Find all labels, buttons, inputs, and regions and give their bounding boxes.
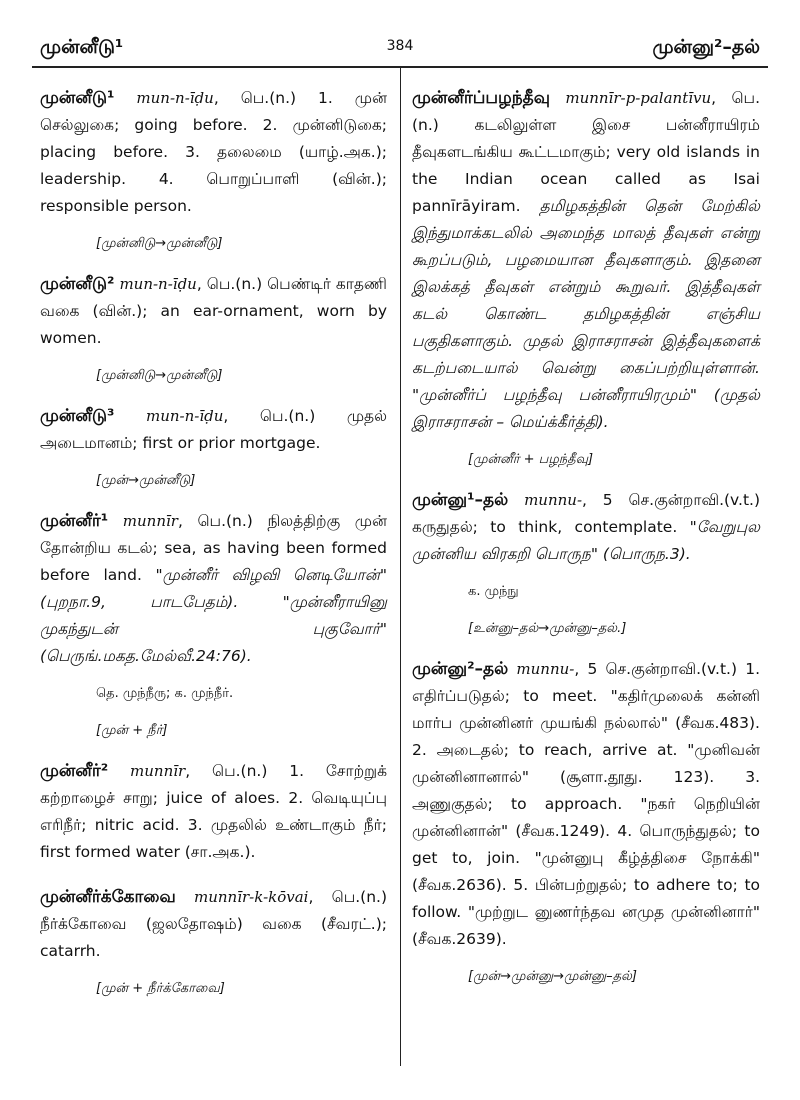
header-left-guideword: முன்னீடு¹ [40, 36, 124, 58]
etymology: [முன் + நீர்க்கோவை] [96, 981, 225, 996]
etymology: [முன் + நீர்] [96, 723, 168, 738]
grammar-tag: பெ.(n.) [331, 888, 387, 906]
definition: 1. முன் செல்லுகை; going before. 2. முன்னிடுகை; placing before. 3. தலைமை (யாழ்.அக.); leadership. 4. பொறுப்பாளி (வின்.); responsible person. [40, 89, 387, 215]
headword: முன்னீர்² [40, 761, 109, 781]
grammar-tag: பெ.(n.) [206, 275, 263, 293]
transliteration: munnīr [122, 512, 178, 530]
grammar-tag: பெ.(n.) [212, 762, 268, 780]
entry: முன்னு¹–தல் munnu-, 5 செ.குன்றாவி.(v.t.) கருதுதல்; to think, contemplate. "வேறுபுல முன்னிய விரகறி பொருந" (பொருந.3). [412, 490, 760, 563]
headword: முன்னீர்ப்பழந்தீவு [412, 88, 550, 108]
transliteration: mun-n-īḍu [119, 275, 197, 293]
transliteration: munnīr-p-palantīvu [565, 89, 712, 107]
grammar-tag: பெ.(n.) [197, 512, 253, 530]
entry: முன்னு²–தல் munnu-, 5 செ.குன்றாவி.(v.t.) 1. எதிர்ப்படுதல்; to meet. "கதிர்முலைக் கன்னி மார்ப முன்னினர் முயங்கி நல்லால்" (சீவக.483). 2. அடைதல்; to reach, arrive at. "முனிவன் முன்னினானால்" (சூளா.தூது. 123). 3. அணுகுதல்; to approach. "நகர் நெறியின் முன்னினான்" (சீவக.1249). 4. பொருந்துதல்; to get to, join. "முன்னுபு கீழ்த்திசை நோக்கி" (சீவக.2636). 5. பின்பற்றுதல்; to adhere to; to follow. "முற்றுட னுணர்ந்தவ னமுத முன்னினார்" (சீவக.2639). [412, 659, 760, 948]
citation: "முன்னீர் விழவி னெடியோன்" (புறநா.9, பாடபேதம்). "முன்னீராயினு முகந்துடன் புகுவோர்" (பெருங்.மகத.மேல்வீ.24:76). [40, 566, 387, 665]
headword: முன்னீர்க்கோவை [40, 887, 176, 907]
grammar-tag: பெ.(n.) [412, 89, 760, 134]
grammar-tag: 5 செ.குன்றாவி.(v.t.) [587, 660, 738, 678]
entry: முன்னீடு³ mun-n-īḍu, பெ.(n.) முதல் அடைமானம்; first or prior mortgage. [40, 406, 387, 452]
entry: முன்னீர்ப்பழந்தீவு munnīr-p-palantīvu, பெ.(n.) கடலிலுள்ள இசை பன்னீராயிரம் தீவுகளடங்கிய கூட்டமாகும்; very old islands in the Indian ocean called as Isai pannīrāyiram. தமிழகத்தின் தென் மேற்கில் இந்துமாக்கடலில் அமைந்த மாலத் தீவுகள் என்று கூறப்படும், பழமையான தீவுகளாகும். இதனை இலக்கத் தீவுகள் என்றும் கூறுவர். இத்தீவுகள் கடல் கொண்ட தமிழகத்தின் எஞ்சிய பகுதிகளாகும். முதல் இராசராசன் இத்தீவுகளைக் கடற்படையால் வென்று கைப்பற்றியுள்ளான். "முன்னீர்ப் பழந்தீவு பன்னீராயிரமும்" (முதல் இராசராசன் – மெய்க்கீர்த்தி). [412, 88, 760, 431]
headword: முன்னீடு² [40, 274, 115, 294]
definition: கடலிலுள்ள இசை பன்னீராயிரம் தீவுகளடங்கிய கூட்டமாகும்; very old islands in the Indian ocean called as Isai pannīrāyiram. [412, 116, 760, 215]
encyclopedic-note: தமிழகத்தின் தென் மேற்கில் இந்துமாக்கடலில் அமைந்த மாலத் தீவுகள் என்று கூறப்படும், பழமையான தீவுகளாகும். இதனை இலக்கத் தீவுகள் என்றும் கூறுவர். இத்தீவுகள் கடல் கொண்ட தமிழகத்தின் எஞ்சிய பகுதிகளாகும். முதல் இராசராசன் இத்தீவுகளைக் கடற்படையால் வென்று கைப்பற்றியுள்ளான். "முன்னீர்ப் பழந்தீவு பன்னீராயிரமும்" (முதல் இராசராசன் – மெய்க்கீர்த்தி). [412, 197, 760, 431]
page-header [0, 0, 800, 62]
grammar-tag: 5 செ.குன்றாவி.(v.t.) [602, 491, 760, 509]
column-divider [400, 66, 401, 1066]
page-number: 384 [386, 38, 414, 54]
etymology: [முன்னிடு→முன்னீடு] [96, 236, 223, 251]
headword: முன்னு¹–தல் [412, 490, 509, 510]
headword: முன்னீடு¹ [40, 88, 115, 108]
headword: முன்னு²–தல் [412, 659, 509, 679]
headword: முன்னீடு³ [40, 406, 115, 426]
definition: முதல் அடைமானம்; first or prior mortgage. [40, 407, 387, 452]
etymology: [முன்னிடு→முன்னீடு] [96, 368, 223, 383]
etymology: [முன்→முன்னீடு] [96, 473, 196, 488]
definition: 1. எதிர்ப்படுதல்; to meet. "கதிர்முலைக் கன்னி மார்ப முன்னினர் முயங்கி நல்லால்" (சீவக.483). 2. அடைதல்; to reach, arrive at. "முனிவன் முன்னினானால்" (சூளா.தூது. 123). 3. அணுகுதல்; to approach. "நகர் நெறியின் முன்னினான்" (சீவக.1249). 4. பொருந்துதல்; to get to, join. "முன்னுபு கீழ்த்திசை நோக்கி" (சீவக.2636). 5. பின்பற்றுதல்; to adhere to; to follow. "முற்றுட னுணர்ந்தவ னமுத முன்னினார்" (சீவக.2639). [412, 660, 760, 948]
etymology: [முன்→முன்னு→முன்னு–தல்] [468, 969, 637, 984]
etymology: [உன்னு–தல்→முன்னு–தல்.] [468, 621, 627, 636]
cognates: தெ. முந்நீரு; க. முந்நீர். [96, 686, 234, 701]
grammar-tag: பெ.(n.) [240, 89, 297, 107]
transliteration: munnu- [516, 660, 575, 678]
transliteration: munnīr [130, 762, 186, 780]
entry: முன்னீர்² munnīr, பெ.(n.) 1. சோற்றுக் கற்றாழைச் சாறு; juice of aloes. 2. வெடியுப்பு எரிநீர்; nitric acid. 3. முதலில் உண்டாகும் நீர்; first formed water (சா.அக.). [40, 761, 387, 861]
entry: முன்னீர்¹ munnīr, பெ.(n.) நிலத்திற்கு முன் தோன்றிய கடல்; sea, as having been formed before land. "முன்னீர் விழவி னெடியோன்" (புறநா.9, பாடபேதம்). "முன்னீராயினு முகந்துடன் புகுவோர்" (பெருங்.மகத.மேல்வீ.24:76). [40, 511, 388, 665]
definition: கருதுதல்; to think, contemplate. [412, 518, 678, 536]
definition: 1. சோற்றுக் கற்றாழைச் சாறு; juice of aloes. 2. வெடியுப்பு எரிநீர்; nitric acid. 3. முதலில் உண்டாகும் நீர்; first formed water (சா.அக.). [40, 762, 387, 861]
grammar-tag: பெ.(n.) [259, 407, 316, 425]
transliteration: munnīr-k-kōvai [194, 888, 309, 906]
header-right-guideword: முன்னு²–தல் [652, 36, 760, 58]
entry: முன்னீடு² mun-n-īḍu, பெ.(n.) பெண்டிர் காதணி வகை (வின்.); an ear-ornament, worn by women. [40, 274, 387, 347]
citation: "வேறுபுல முன்னிய விரகறி பொருந" (பொருந.3). [412, 518, 760, 563]
transliteration: munnu- [524, 491, 583, 509]
cognates: க. முந்நு [468, 584, 519, 599]
right-column [412, 85, 760, 1004]
definition: நீர்க்கோவை (ஜலதோஷம்) வகை (சீவரட்.); catarrh. [40, 915, 387, 960]
definition: நிலத்திற்கு முன் தோன்றிய கடல்; sea, as having been formed before land. [40, 512, 388, 584]
left-column [40, 85, 387, 1016]
transliteration: mun-n-īḍu [146, 407, 224, 425]
transliteration: mun-n-īḍu [136, 89, 214, 107]
entry: முன்னீர்க்கோவை munnīr-k-kōvai, பெ.(n.) நீர்க்கோவை (ஜலதோஷம்) வகை (சீவரட்.); catarrh. [40, 887, 387, 960]
etymology: [முன்னீர் + பழந்தீவு] [468, 452, 594, 467]
entry: முன்னீடு¹ mun-n-īḍu, பெ.(n.) 1. முன் செல்லுகை; going before. 2. முன்னிடுகை; placing before. 3. தலைமை (யாழ்.அக.); leadership. 4. பொறுப்பாளி (வின்.); responsible person. [40, 88, 387, 215]
headword: முன்னீர்¹ [40, 511, 109, 531]
definition: பெண்டிர் காதணி வகை (வின்.); an ear-ornament, worn by women. [40, 275, 387, 347]
